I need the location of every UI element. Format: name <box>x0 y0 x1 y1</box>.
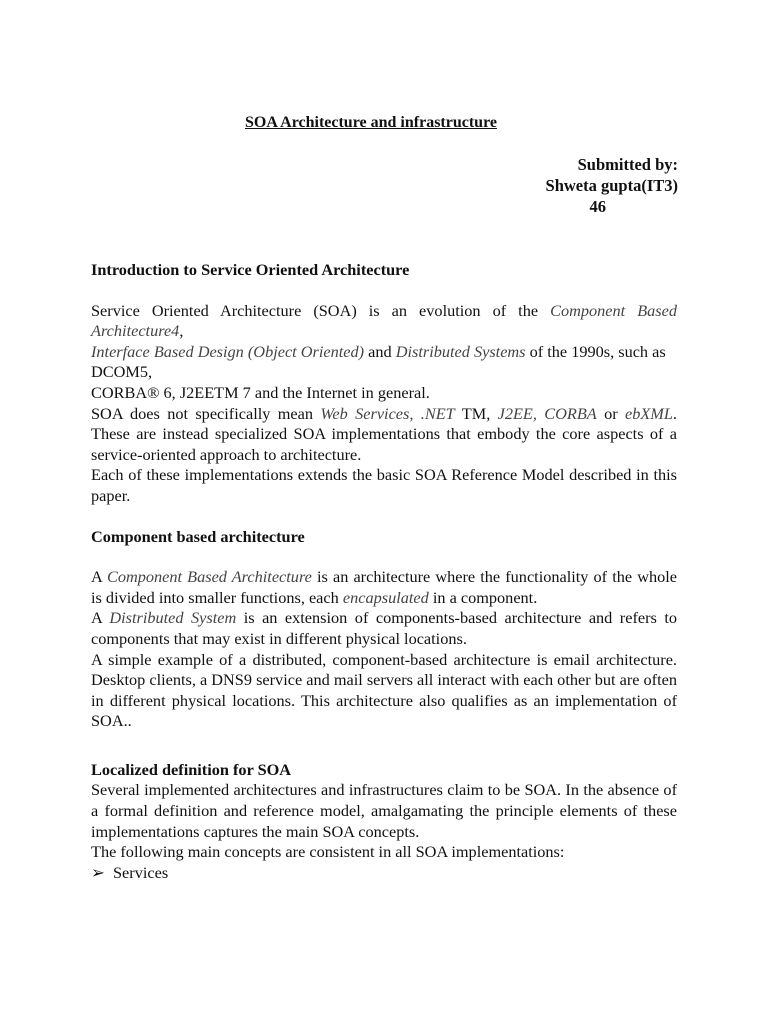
paragraph: A simple example of a distributed, component-based architecture is email architecture. Desktop clients, a DNS9 service and mail servers all interact with each other but are often in different physical locations. This architecture also qualifies as an implementation of SOA.. <box>91 649 677 731</box>
submitted-by-label: Submitted by: <box>577 155 678 174</box>
section-heading-component: Component based architecture <box>91 526 305 546</box>
paragraph: SOA does not specifically mean Web Services, .NET TM, J2EE, CORBA or ebXML. These are instead specialized SOA implementations that embody the core aspects of a service-oriented approach to architecture. <box>91 403 677 464</box>
paragraph: Interface Based Design (Object Oriented) and Distributed Systems of the 1990s, such as DCOM5, <box>91 341 666 382</box>
paragraph: Service Oriented Architecture (SOA) is an evolution of the Component Based Architecture4, <box>91 300 677 341</box>
bullet-arrow-icon: ➢ <box>91 862 105 882</box>
paragraph: Several implemented architectures and infrastructures claim to be SOA. In the absence of a formal definition and reference model, amalgamating the principle elements of these implementations captures the main SOA concepts. <box>91 780 677 841</box>
paragraph: CORBA® 6, J2EETM 7 and the Internet in general. <box>91 382 430 402</box>
paragraph: A Component Based Architecture is an architecture where the functionality of the whole is divided into smaller functions, each encapsulated in a component. <box>91 567 677 607</box>
section-heading-localized: Localized definition for SOA <box>91 759 292 779</box>
paragraph: The following main concepts are consistent in all SOA implementations: <box>91 842 565 862</box>
document-title: SOA Architecture and infrastructure <box>245 114 497 131</box>
list-item: ➢ Services <box>91 862 169 882</box>
paragraph: A Distributed System is an extension of components-based architecture and refers to components that may exist in different physical locations. <box>91 608 678 648</box>
roll-number: 46 <box>589 197 606 216</box>
author-name: Shweta gupta(IT3) <box>545 176 678 195</box>
paragraph: Each of these implementations extends the basic SOA Reference Model described in this paper. <box>91 465 677 505</box>
submitted-block <box>546 154 678 217</box>
section-heading-intro: Introduction to Service Oriented Architecture <box>91 260 410 279</box>
document-body <box>91 260 677 883</box>
